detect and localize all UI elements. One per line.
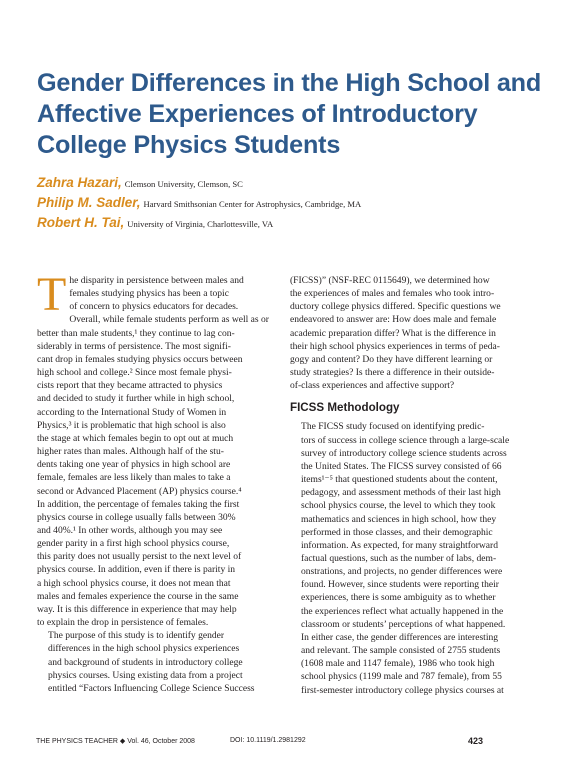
text-line: siderably in terms of persistence. The most signifi- xyxy=(37,340,231,352)
text-line: Physics,³ it is problematic that high school is also xyxy=(37,419,226,431)
text-line: he disparity in persistence between males and xyxy=(69,275,244,286)
body-column-left xyxy=(37,268,278,695)
doi: DOI: 10.1119/1.2981292 xyxy=(230,737,306,744)
text-line: and 40%.¹ In other words, although you may see xyxy=(37,524,223,536)
text-line: classroom or students’ perceptions of what happened. xyxy=(301,618,506,630)
text-line: Overall, while female students perform as well as or xyxy=(69,314,269,326)
page-footer xyxy=(36,737,536,749)
text-line: The FICSS study focused on identifying predic- xyxy=(301,421,485,433)
text-line: found. However, since students were reporting their xyxy=(301,579,499,591)
author-affiliation: University of Virginia, Charlottesville, VA xyxy=(127,219,274,229)
text-line: performed in those classes, and their demographic xyxy=(301,526,493,538)
text-line: survey of introductory college science students across xyxy=(301,447,507,459)
article-title: Gender Differences in the High School and Affective Experiences of Introductory College Physics Students xyxy=(37,69,542,159)
author-2 xyxy=(37,194,557,214)
text-line: way. It is this difference in experience that may help xyxy=(37,603,237,615)
text-line: academic preparation differ? What is the difference in xyxy=(290,327,496,339)
author-name: Zahra Hazari, xyxy=(37,175,122,190)
text-line: and decided to study it further while in high school, xyxy=(37,393,235,405)
section-heading: FICSS Methodology xyxy=(290,401,400,415)
text-line: high school and college.² Since most female physi- xyxy=(37,367,232,379)
text-line: physics course in college usually falls between 30% xyxy=(37,511,236,523)
text-line: cant drop in females studying physics occurs between xyxy=(37,353,243,365)
text-line: experiences, there is some ambiguity as to whether xyxy=(301,592,496,604)
text-line: school physics (1199 male and 787 female), from 55 xyxy=(301,671,502,683)
author-name: Robert H. Tai, xyxy=(37,215,125,230)
text-line: second or Advanced Placement (AP) physics course.⁴ xyxy=(37,485,242,497)
text-line: gogy and content? Do they have different learning or xyxy=(290,353,493,365)
text-line: the experiences of males and females who took intro- xyxy=(290,288,495,300)
text-line: gender parity in a first high school physics course, xyxy=(37,538,230,550)
body-column-right xyxy=(290,274,546,697)
text-line: female, females are less likely than males to take a xyxy=(37,472,231,484)
text-line: physics courses. Using existing data from a project xyxy=(48,669,243,681)
text-line: of-class experiences and affective support? xyxy=(290,380,455,392)
text-line: and background of students in introductory college xyxy=(48,656,243,668)
intro-paragraph xyxy=(37,268,278,629)
text-line: In either case, the gender differences are interesting xyxy=(301,631,499,643)
text-line: ductory college physics differed. Specific questions we xyxy=(290,301,501,313)
drop-cap: T xyxy=(37,268,67,321)
text-line: study strategies? Is there a difference in their outside- xyxy=(290,367,495,379)
text-line: and relevant. The sample consisted of 2755 students xyxy=(301,645,501,657)
text-line: the stage at which females begin to opt out at much xyxy=(37,432,234,444)
text-line: (1608 male and 1147 female), 1986 who took high xyxy=(301,658,495,670)
text-line: this parity does not usually persist to the next level of xyxy=(37,551,242,563)
author-3 xyxy=(37,214,557,234)
text-line: factual questions, such as the number of labs, dem- xyxy=(301,552,497,564)
continued-paragraph xyxy=(290,274,546,392)
text-line: (FICSS)” (NSF-REC 0115649), we determined how xyxy=(290,275,490,286)
text-line: females studying physics has been a topic xyxy=(69,288,229,300)
text-line: higher rates than males. Although half of the stu- xyxy=(37,446,224,458)
text-line: pedagogy, and assessment methods of their last high xyxy=(301,487,501,499)
author-name: Philip M. Sadler, xyxy=(37,195,141,210)
text-line: physics course. In addition, even if there is parity in xyxy=(37,564,236,576)
author-list xyxy=(37,174,557,234)
author-affiliation: Clemson University, Clemson, SC xyxy=(124,179,243,189)
text-line: males and females experience the course in the same xyxy=(37,590,239,602)
text-line: to explain the drop in persistence of females. xyxy=(37,617,209,629)
text-line: better than male students,¹ they continue to lag con- xyxy=(37,327,235,339)
text-line: differences in the high school physics experiences xyxy=(48,643,240,655)
text-line: mathematics and sciences in high school, how they xyxy=(301,513,497,525)
author-1 xyxy=(37,174,557,194)
text-line: tors of success in college science through a large-scale xyxy=(301,434,510,446)
text-line: cists report that they became attracted to physics xyxy=(37,380,223,392)
author-affiliation: Harvard Smithsonian Center for Astrophysics, Cambridge, MA xyxy=(143,199,362,209)
text-line: first-semester introductory college physics courses at xyxy=(301,684,504,696)
text-line: endeavored to answer are: How does male and female xyxy=(290,314,497,326)
text-line: of concern to physics educators for decades. xyxy=(69,301,239,313)
text-line: information. As expected, for many straightforward xyxy=(301,539,498,551)
methodology-paragraph xyxy=(290,420,546,696)
text-line: according to the International Study of Women in xyxy=(37,406,227,418)
text-line: The purpose of this study is to identify gender xyxy=(48,630,225,642)
text-line: school physics course, the level to which they took xyxy=(301,500,496,512)
journal-citation: THE PHYSICS TEACHER ◆ Vol. 46, October 2008 xyxy=(36,738,195,745)
text-line: a high school physics course, it does not mean that xyxy=(37,577,231,589)
text-line: onstrations, and projects, no gender differences were xyxy=(301,566,503,578)
text-line: dents taking one year of physics in high school are xyxy=(37,459,231,471)
text-line: the United States. The FICSS survey consisted of 66 xyxy=(301,460,502,472)
page-number: 423 xyxy=(468,736,484,746)
text-line: items¹⁻⁵ that questioned students about the content, xyxy=(301,474,498,486)
text-line: the experiences reflect what actually happened in the xyxy=(301,605,504,617)
text-line: entitled “Factors Influencing College Science Success xyxy=(48,682,255,694)
text-line: In addition, the percentage of females taking the first xyxy=(37,498,240,510)
text-line: their high school physics experiences in terms of peda- xyxy=(290,340,500,352)
purpose-paragraph xyxy=(37,629,278,695)
